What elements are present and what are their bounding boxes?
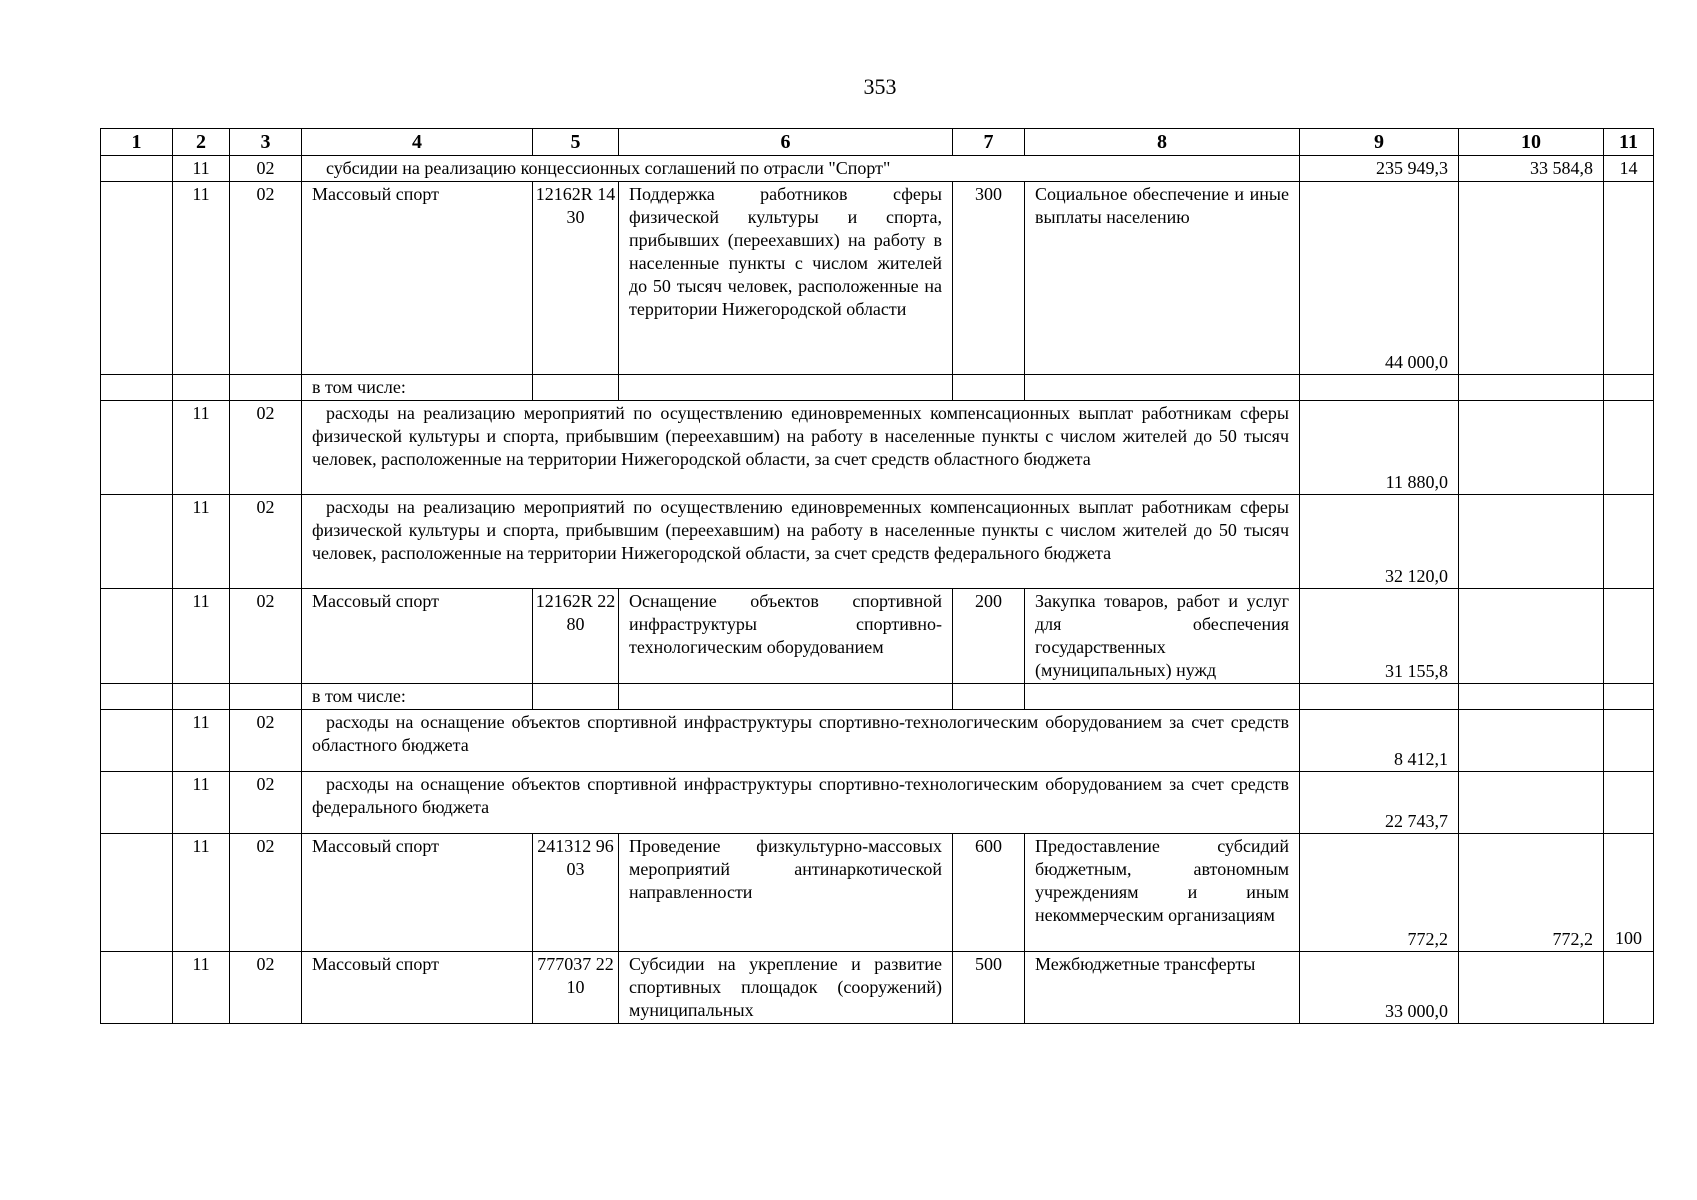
cell-expense-name: Предоставление субсидий бюджетным, автономным учреждениям и иным некоммерческим организациям bbox=[1025, 834, 1300, 952]
cell-section: 11 bbox=[173, 495, 230, 589]
cell-description: расходы на реализацию мероприятий по осуществлению единовременных компенсационных выплат работникам сферы физической культуры и спорта, прибывшим (переехавшим) на работу в населенные пункты с числом жителей до 50 тысяч человек, расположенные на территории Нижегородской области, за счет средств областного бюджета bbox=[302, 401, 1300, 495]
table-row bbox=[101, 710, 1654, 772]
cell-section: 11 bbox=[173, 156, 230, 182]
cell-subsection: 02 bbox=[230, 401, 302, 495]
cell-description: расходы на оснащение объектов спортивной инфраструктуры спортивно-технологическим оборудованием за счет средств федерального бюджета bbox=[302, 772, 1300, 834]
table-row bbox=[101, 684, 1654, 710]
cell-target-code: 12162R 1430 bbox=[533, 182, 619, 375]
cell-description: расходы на оснащение объектов спортивной инфраструктуры спортивно-технологическим оборудованием за счет средств областного бюджета bbox=[302, 710, 1300, 772]
table-row bbox=[101, 156, 1654, 182]
cell-description: расходы на реализацию мероприятий по осуществлению единовременных компенсационных выплат работникам сферы физической культуры и спорта, прибывшим (переехавшим) на работу в населенные пункты с числом жителей до 50 тысяч человек, расположенные на территории Нижегородской области, за счет средств федерального бюджета bbox=[302, 495, 1300, 589]
cell-subsection-name: Массовый спорт bbox=[302, 834, 533, 952]
cell-amount: 8 412,1 bbox=[1300, 710, 1459, 772]
cell-target-code: 12162R 2280 bbox=[533, 589, 619, 684]
cell-section: 11 bbox=[173, 182, 230, 375]
table-row bbox=[101, 182, 1654, 375]
cell-expense-name: Социальное обеспечение и иные выплаты населению bbox=[1025, 182, 1300, 375]
header-col-8: 8 bbox=[1025, 129, 1300, 156]
header-col-2: 2 bbox=[173, 129, 230, 156]
cell-amount: 31 155,8 bbox=[1300, 589, 1459, 684]
cell-expense-name: Закупка товаров, работ и услуг для обеспечения государственных (муниципальных) нужд bbox=[1025, 589, 1300, 684]
cell-target-name: Субсидии на укрепление и развитие спортивных площадок (сооружений) муниципальных bbox=[619, 952, 953, 1024]
cell-percent: 14 bbox=[1604, 156, 1654, 182]
table-row bbox=[101, 495, 1654, 589]
cell-target-code: 241312 9603 bbox=[533, 834, 619, 952]
table-row bbox=[101, 589, 1654, 684]
cell-subsection: 02 bbox=[230, 182, 302, 375]
cell-subsection: 02 bbox=[230, 156, 302, 182]
cell-target-code: 777037 2210 bbox=[533, 952, 619, 1024]
cell-amount: 22 743,7 bbox=[1300, 772, 1459, 834]
header-col-6: 6 bbox=[619, 129, 953, 156]
cell-section: 11 bbox=[173, 834, 230, 952]
budget-table bbox=[100, 128, 1654, 1024]
table-row bbox=[101, 772, 1654, 834]
cell-amount-2: 33 584,8 bbox=[1459, 156, 1604, 182]
cell-subsection: 02 bbox=[230, 772, 302, 834]
header-col-1: 1 bbox=[101, 129, 173, 156]
header-col-5: 5 bbox=[533, 129, 619, 156]
cell-target-name: Оснащение объектов спортивной инфраструктуры спортивно-технологическим оборудованием bbox=[619, 589, 953, 684]
cell-percent: 100 bbox=[1604, 834, 1654, 952]
cell-section: 11 bbox=[173, 401, 230, 495]
cell-subsection: 02 bbox=[230, 952, 302, 1024]
table-row bbox=[101, 375, 1654, 401]
cell-amount: 772,2 bbox=[1300, 834, 1459, 952]
cell-target-name: Проведение физкультурно-массовых мероприятий антинаркотической направленности bbox=[619, 834, 953, 952]
cell-subsection: 02 bbox=[230, 710, 302, 772]
cell-amount: 32 120,0 bbox=[1300, 495, 1459, 589]
header-col-7: 7 bbox=[953, 129, 1025, 156]
header-col-9: 9 bbox=[1300, 129, 1459, 156]
cell-section: 11 bbox=[173, 772, 230, 834]
cell-subsection: 02 bbox=[230, 589, 302, 684]
cell-expense-code: 600 bbox=[953, 834, 1025, 952]
cell-amount: 44 000,0 bbox=[1300, 182, 1459, 375]
page-number: 353 bbox=[863, 74, 897, 99]
cell-expense-code: 500 bbox=[953, 952, 1025, 1024]
cell-amount: 11 880,0 bbox=[1300, 401, 1459, 495]
table-row bbox=[101, 952, 1654, 1024]
header-col-10: 10 bbox=[1459, 129, 1604, 156]
table-row bbox=[101, 401, 1654, 495]
cell-section: 11 bbox=[173, 710, 230, 772]
cell-including-label: в том числе: bbox=[302, 684, 533, 710]
cell-amount: 33 000,0 bbox=[1300, 952, 1459, 1024]
header-row bbox=[101, 129, 1654, 156]
header-col-11: 11 bbox=[1604, 129, 1654, 156]
cell-expense-name: Межбюджетные трансферты bbox=[1025, 952, 1300, 1024]
cell-subsection-name: Массовый спорт bbox=[302, 182, 533, 375]
cell-section: 11 bbox=[173, 589, 230, 684]
cell-description: субсидии на реализацию концессионных соглашений по отрасли "Спорт" bbox=[302, 156, 1300, 182]
cell-including-label: в том числе: bbox=[302, 375, 533, 401]
cell-subsection-name: Массовый спорт bbox=[302, 952, 533, 1024]
cell-subsection: 02 bbox=[230, 495, 302, 589]
cell-expense-code: 300 bbox=[953, 182, 1025, 375]
cell-expense-code: 200 bbox=[953, 589, 1025, 684]
table-row bbox=[101, 834, 1654, 952]
cell-subsection: 02 bbox=[230, 834, 302, 952]
cell-section: 11 bbox=[173, 952, 230, 1024]
cell-target-name: Поддержка работников сферы физической культуры и спорта, прибывших (переехавших) на работу в населенные пункты с числом жителей до 50 тысяч человек, расположенные на территории Нижегородской области bbox=[619, 182, 953, 375]
header-col-3: 3 bbox=[230, 129, 302, 156]
cell-amount-2: 772,2 bbox=[1459, 834, 1604, 952]
cell-subsection-name: Массовый спорт bbox=[302, 589, 533, 684]
header-col-4: 4 bbox=[302, 129, 533, 156]
cell-amount: 235 949,3 bbox=[1300, 156, 1459, 182]
